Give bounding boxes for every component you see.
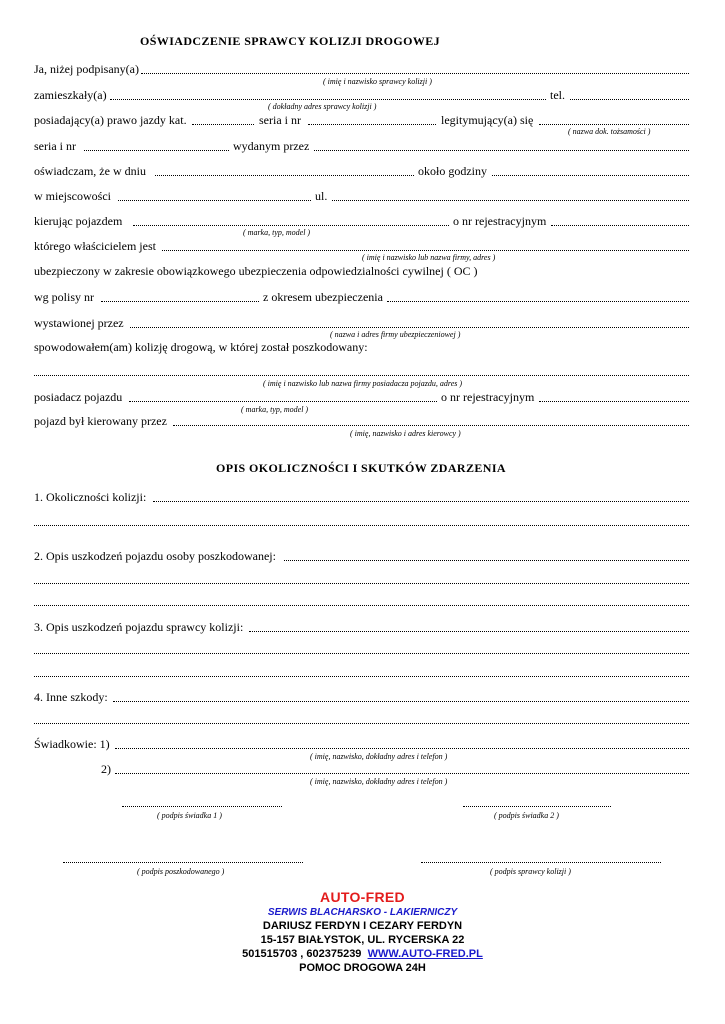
field-opis-sprawcy-2[interactable] [34, 653, 689, 654]
field-okres[interactable] [387, 301, 689, 302]
hint-podpis-sprawcy: ( podpis sprawcy kolizji ) [490, 867, 571, 876]
footer-phones: 501515703 , 602375239 [242, 948, 362, 960]
field-poszkodowany[interactable] [34, 375, 689, 376]
field-ulica[interactable] [332, 200, 689, 201]
label-seria-nr-1: seria i nr [259, 113, 301, 127]
label-swiadkowie: Świadkowie: 1) [34, 737, 110, 751]
label-inne-szkody: 4. Inne szkody: [34, 690, 108, 704]
field-okolicznosci-2[interactable] [34, 525, 689, 526]
label-nr-rej-2: o nr rejestracyjnym [441, 390, 535, 404]
field-opis-poszkodowanej-2[interactable] [34, 583, 689, 584]
label-nr-rej-1: o nr rejestracyjnym [453, 214, 547, 228]
footer-website-link[interactable]: WWW.AUTO-FRED.PL [367, 948, 483, 960]
form-title: OŚWIADCZENIE SPRAWCY KOLIZJI DROGOWEJ [140, 34, 441, 48]
hint-wlasciciel: ( imię i nazwisko lub nazwa firmy, adres ) [362, 253, 496, 262]
field-nr-rej-1[interactable] [551, 225, 689, 226]
field-kierowca[interactable] [173, 425, 689, 426]
label-opis-poszkodowanej: 2. Opis uszkodzeń pojazdu osoby poszkodowanej: [34, 549, 276, 563]
label-wg-polisy: wg polisy nr [34, 290, 94, 304]
field-inne-szkody-2[interactable] [34, 723, 689, 724]
label-miejscowosci: w miejscowości [34, 189, 111, 203]
field-opis-sprawcy[interactable] [249, 631, 689, 632]
label-okolo-godziny: około godziny [418, 164, 487, 178]
hint-podpis-swiadka-1: ( podpis świadka 1 ) [157, 811, 222, 820]
hint-nazwa-dok: ( nazwa dok. tożsamości ) [568, 127, 651, 136]
signature-line-sprawca[interactable] [421, 862, 661, 863]
field-ja-podpisany[interactable] [141, 73, 689, 74]
field-pojazd[interactable] [133, 225, 449, 226]
hint-kierowca: ( imię, nazwisko i adres kierowcy ) [350, 429, 461, 438]
section2-title: OPIS OKOLICZNOŚCI I SKUTKÓW ZDARZENIA [216, 461, 506, 475]
label-oswiadczam: oświadczam, że w dniu [34, 164, 146, 178]
footer-address: 15-157 BIAŁYSTOK, UL. RYCERSKA 22 [260, 934, 465, 946]
label-seria-nr-2: seria i nr [34, 139, 76, 153]
label-ubezpieczony: ubezpieczony w zakresie obowiązkowego ubezpieczenia odpowiedzialności cywilnej ( OC ) [34, 264, 478, 278]
hint-marka-1: ( marka, typ, model ) [243, 228, 311, 237]
signature-line-swiadek-1[interactable] [122, 806, 282, 807]
hint-swiadek-1: ( imię, nazwisko, dokładny adres i telefon ) [310, 752, 448, 761]
field-godzina[interactable] [492, 175, 689, 176]
footer-contact [0, 948, 725, 960]
field-opis-poszkodowanej[interactable] [284, 560, 689, 561]
hint-imie-sprawcy: ( imię i nazwisko sprawcy kolizji ) [323, 77, 432, 86]
label-ja-podpisany: Ja, niżej podpisany(a) [34, 62, 139, 76]
label-kierujac: kierując pojazdem [34, 214, 123, 228]
field-zamieszkaly[interactable] [110, 99, 546, 100]
field-wlasciciel[interactable] [162, 250, 689, 251]
label-opis-sprawcy: 3. Opis uszkodzeń pojazdu sprawcy kolizji: [34, 620, 244, 634]
footer-subtitle: SERWIS BLACHARSKO - LAKIERNICZY [267, 907, 458, 918]
field-nr-rej-2[interactable] [539, 401, 689, 402]
label-wydanym-przez: wydanym przez [233, 139, 310, 153]
label-legitymujacy: legitymujący(a) się [441, 113, 534, 127]
field-miejscowosc[interactable] [118, 200, 311, 201]
label-z-okresem: z okresem ubezpieczenia [263, 290, 383, 304]
label-kierowany: pojazd był kierowany przez [34, 414, 167, 428]
hint-marka-2: ( marka, typ, model ) [241, 405, 309, 414]
field-seria-nr-1[interactable] [308, 124, 436, 125]
label-tel: tel. [550, 88, 565, 102]
label-ul: ul. [315, 189, 328, 203]
field-seria-nr-2[interactable] [84, 150, 229, 151]
field-legitymujacy[interactable] [539, 124, 689, 125]
hint-podpis-swiadka-2: ( podpis świadka 2 ) [494, 811, 559, 820]
label-posiadacz: posiadacz pojazdu [34, 390, 123, 404]
footer-owners: DARIUSZ FERDYN I CEZARY FERDYN [262, 920, 463, 932]
hint-posiadacz: ( imię i nazwisko lub nazwa firmy posiadacza pojazdu, adres ) [263, 379, 463, 388]
field-kat[interactable] [192, 124, 254, 125]
field-posiadacz[interactable] [129, 401, 437, 402]
signature-line-swiadek-2[interactable] [463, 806, 611, 807]
label-spowodowalem: spowodowałem(am) kolizję drogową, w której został poszkodowany: [34, 340, 368, 354]
footer-brand: AUTO-FRED [320, 889, 405, 905]
hint-firma-ubezp: ( nazwa i adres firmy ubezpieczeniowej ) [330, 330, 461, 339]
field-inne-szkody[interactable] [113, 701, 689, 702]
signature-line-poszkodowany[interactable] [63, 862, 303, 863]
label-okolicznosci: 1. Okoliczności kolizji: [34, 490, 147, 504]
field-wystawionej[interactable] [130, 327, 689, 328]
label-wystawionej: wystawionej przez [34, 316, 124, 330]
field-opis-poszkodowanej-3[interactable] [34, 605, 689, 606]
label-posiadajacy: posiadający(a) prawo jazdy kat. [34, 113, 187, 127]
label-wlasciciel: którego właścicielem jest [34, 239, 156, 253]
field-dzien[interactable] [155, 175, 414, 176]
field-swiadek-1[interactable] [115, 748, 689, 749]
label-zamieszkaly: zamieszkały(a) [34, 88, 107, 102]
field-swiadek-2[interactable] [115, 773, 689, 774]
footer-tow: POMOC DROGOWA 24H [299, 962, 426, 974]
field-opis-sprawcy-3[interactable] [34, 676, 689, 677]
field-tel[interactable] [570, 99, 689, 100]
field-wydanym-przez[interactable] [314, 150, 689, 151]
hint-podpis-poszkodowanego: ( podpis poszkodowanego ) [137, 867, 225, 876]
field-polisa[interactable] [101, 301, 259, 302]
label-swiadek-2: 2) [101, 762, 111, 776]
hint-adres-sprawcy: ( dokładny adres sprawcy kolizji ) [268, 102, 377, 111]
hint-swiadek-2: ( imię, nazwisko, dokładny adres i telefon ) [310, 777, 448, 786]
field-okolicznosci[interactable] [153, 501, 689, 502]
